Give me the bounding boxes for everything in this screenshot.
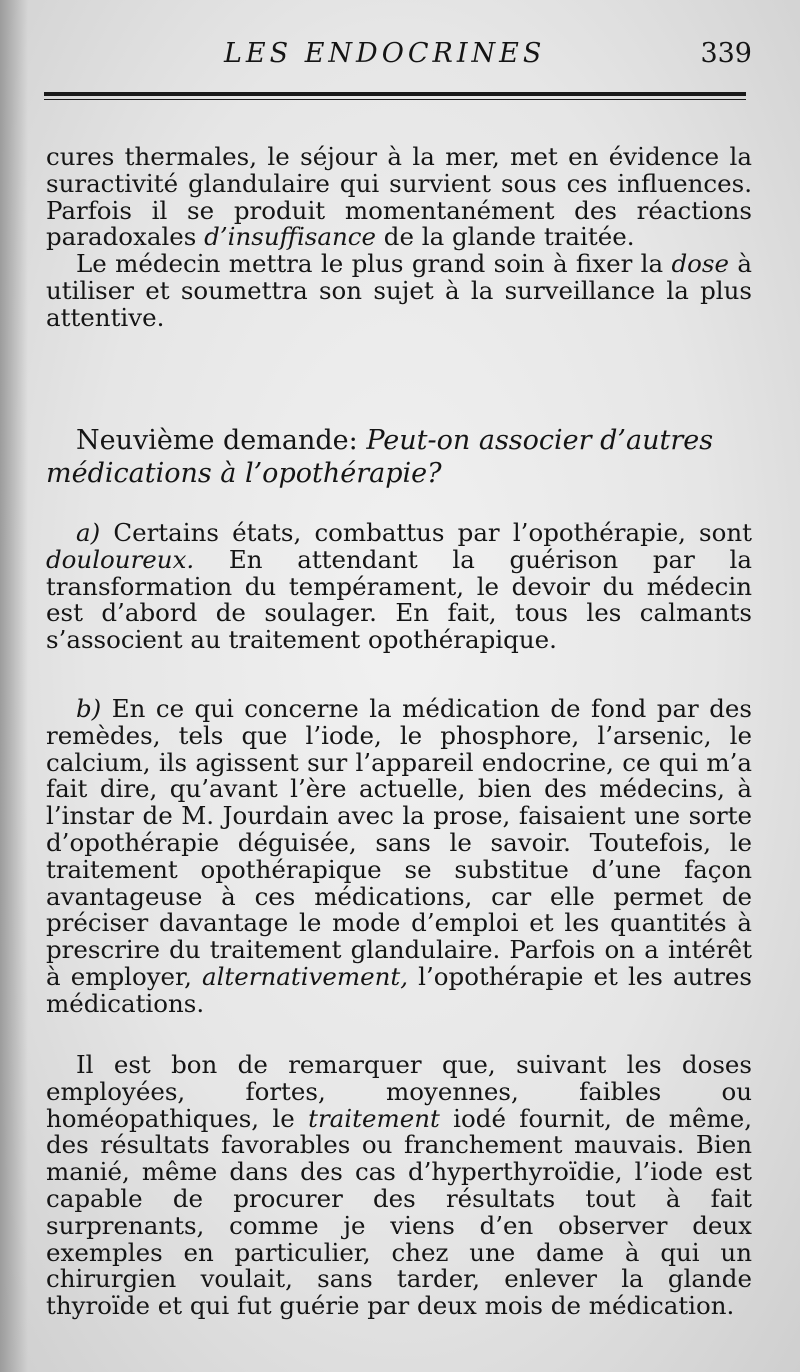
list-marker: a) — [76, 518, 101, 547]
page-number: 339 — [700, 38, 752, 69]
emphasis-text: dose — [671, 249, 730, 279]
paragraph-text: l’opothérapie et les autres médications. — [46, 961, 752, 1018]
paragraph-text: à utiliser et soumettra son sujet à la surveillance la plus attentive. — [46, 249, 752, 332]
emphasis-text: d’insuffisance — [204, 222, 376, 252]
header-rule-thin — [44, 99, 746, 100]
page-header — [46, 36, 752, 76]
paragraph-dose — [46, 251, 752, 331]
heading-question: Peut-on associer d’autres médications à l’opothérapie? — [46, 425, 714, 489]
paragraph-text: iodé fournit, de même, des résultats favorables ou franchement mauvais. Bien manié, même dans des cas d’hyperthyroïdie, l’iode est capable de procurer des résultats tout à fait surprenants, comme je viens d’en observer deux exemples en particulier, chez une dame à qui un chirurgien voulait, sans tarder, enlever la glande thyroïde et qui fut guérie par deux mois de médication. — [46, 1103, 752, 1321]
paragraph-text: En ce qui concerne la médication de fond par des remèdes, tels que l’iode, le phosphore, l’arsenic, le calcium, ils agissent sur l’appareil endocrine, ce qui m’a fait dire, qu’avant l’ère actuelle, bien des médecins, à l’instar de M. Jourdain avec la prose, faisaient une sorte d’opothérapie déguisée, sans le savoir. Toutefois, le traitement opothérapique se substitue d’une façon avantageuse à ces médications, car elle permet de préciser davantage le mode d’emploi et les quantités à prescrire du traitement glandulaire. Parfois on a intérêt à employer, — [46, 694, 752, 991]
list-marker: b) — [76, 694, 102, 723]
heading-lead: Neuvième demande: — [76, 425, 367, 456]
body-text-top — [46, 144, 752, 332]
running-head: LES ENDOCRINES — [224, 38, 546, 69]
page-edge-shadow — [0, 0, 28, 1372]
paragraph-continued — [46, 144, 752, 251]
paragraph-text: En attendant la guérison par la transformation du tempérament, le devoir du médecin est d’abord de soulager. En fait, tous les calmants s’associent au traitement opothérapique. — [46, 544, 752, 655]
paragraph-iode — [46, 1052, 752, 1320]
section-heading — [46, 424, 752, 490]
paragraph-text: Il est bon de remarquer que, suivant les doses employées, fortes, moyennes, faibles ou homéopathiques, le — [46, 1050, 752, 1133]
paragraph-a — [46, 520, 752, 654]
paragraph-b — [46, 696, 752, 1018]
paragraph-text: Certains états, combattus par l’opothérapie, sont — [100, 518, 752, 547]
emphasis-text: alternativement, — [201, 961, 409, 991]
paragraph-text: cures thermales, le séjour à la mer, met en évidence la suractivité glandulaire qui survient sous ces influences. Parfois il se produit momentanément des réactions paradoxales — [46, 142, 752, 252]
paragraph-text: Le médecin mettra le plus grand soin à fixer la — [76, 249, 672, 279]
emphasis-text: douloureux. — [46, 544, 195, 574]
paragraph-text: de la glande traitée. — [375, 222, 635, 252]
emphasis-text: traitement — [308, 1103, 440, 1133]
header-rule-thick — [44, 92, 746, 96]
